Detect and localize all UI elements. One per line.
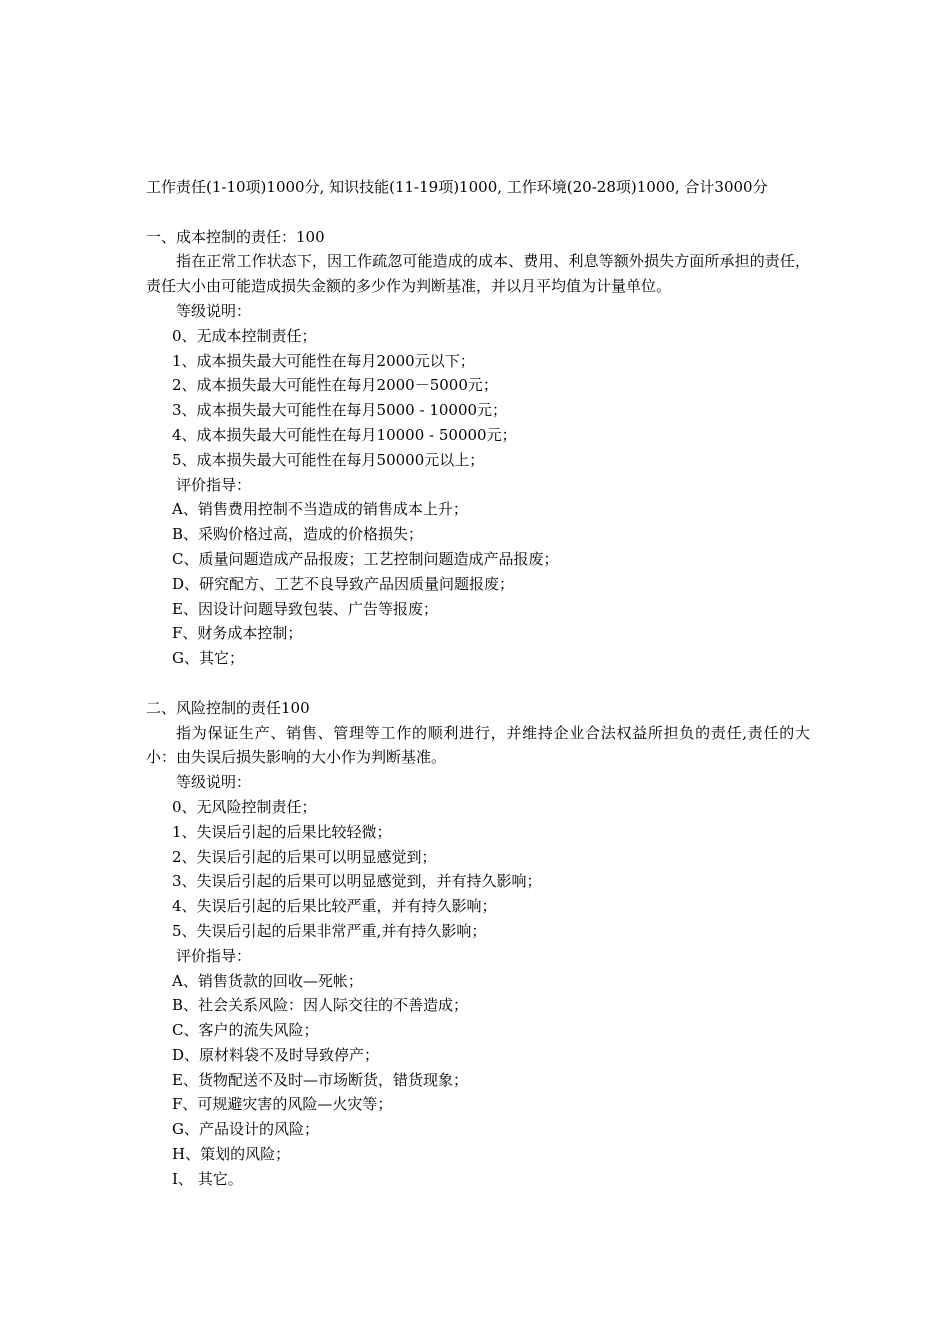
level-item: 5、失误后引起的后果非常严重,并有持久影响； bbox=[172, 921, 487, 940]
guide-item: F、财务成本控制； bbox=[172, 624, 303, 643]
guide-item: A、销售货款的回收—死帐； bbox=[172, 971, 363, 990]
spacer bbox=[146, 671, 810, 696]
guide-item: D、研究配方、工艺不良导致产品因质量问题报废； bbox=[172, 574, 515, 593]
guide-item: F、可规避灾害的风险—火灾等； bbox=[172, 1095, 393, 1114]
guide-title: 评价指导： bbox=[176, 946, 252, 965]
level-item: 5、成本损失最大可能性在每月50000元以上； bbox=[172, 450, 485, 469]
guide-item: B、采购价格过高，造成的价格损失； bbox=[172, 525, 424, 544]
guide-item: G、其它； bbox=[172, 649, 244, 668]
level-item: 3、失误后引起的后果可以明显感觉到，并有持久影响； bbox=[172, 872, 542, 891]
guide-item: E、货物配送不及时—市场断货，错货现象； bbox=[172, 1070, 468, 1089]
guide-item: H、策划的风险； bbox=[172, 1145, 291, 1164]
levels-title: 等级说明： bbox=[176, 301, 252, 320]
guide-item: E、因设计问题导致包装、广告等报废； bbox=[172, 599, 438, 618]
guide-item: C、客户的流失风险； bbox=[172, 1021, 319, 1040]
level-item: 4、失误后引起的后果比较严重，并有持久影响； bbox=[172, 897, 497, 916]
spacer bbox=[146, 200, 810, 225]
document-page bbox=[146, 175, 810, 1192]
guide-title: 评价指导： bbox=[176, 475, 252, 494]
level-item: 1、成本损失最大可能性在每月2000元以下； bbox=[172, 351, 475, 370]
score-summary: 工作责任(1-10项)1000分, 知识技能(11-19项)1000, 工作环境(20-28项)1000, 合计3000分 bbox=[146, 178, 768, 196]
level-item: 2、成本损失最大可能性在每月2000－5000元； bbox=[172, 376, 498, 395]
level-item: 0、无成本控制责任； bbox=[172, 326, 317, 345]
section-heading: 一、成本控制的责任：100 bbox=[146, 227, 325, 246]
section-heading: 二、风险控制的责任100 bbox=[146, 698, 310, 717]
level-item: 2、失误后引起的后果可以明显感觉到； bbox=[172, 847, 437, 866]
section-risk-control bbox=[146, 696, 810, 1192]
guide-item: A、销售费用控制不当造成的销售成本上升； bbox=[172, 500, 468, 519]
guide-item: D、原材料袋不及时导致停产； bbox=[172, 1045, 380, 1064]
section-description: 指在正常工作状态下，因工作疏忽可能造成的成本、费用、利息等额外损失方面所承担的责任，责任大小由可能造成损失金额的多少作为判断基准，并以月平均值为计量单位。 bbox=[146, 252, 810, 296]
levels-title: 等级说明： bbox=[176, 773, 252, 792]
level-item: 0、无风险控制责任； bbox=[172, 797, 317, 816]
level-item: 1、失误后引起的后果比较轻微； bbox=[172, 822, 392, 841]
level-item: 3、成本损失最大可能性在每月5000 - 10000元； bbox=[172, 401, 508, 420]
section-description: 指为保证生产、销售、管理等工作的顺利进行，并维持企业合法权益所担负的责任,责任的大小：由失误后损失影响的大小作为判断基准。 bbox=[146, 723, 810, 767]
guide-item: G、产品设计的风险； bbox=[172, 1120, 319, 1139]
guide-item: C、质量问题造成产品报废；工艺控制问题造成产品报废； bbox=[172, 549, 559, 568]
guide-item: I、 其它。 bbox=[172, 1169, 243, 1188]
level-item: 4、成本损失最大可能性在每月10000 - 50000元； bbox=[172, 425, 517, 444]
section-cost-control bbox=[146, 225, 810, 671]
guide-item: B、社会关系风险：因人际交往的不善造成； bbox=[172, 996, 469, 1015]
